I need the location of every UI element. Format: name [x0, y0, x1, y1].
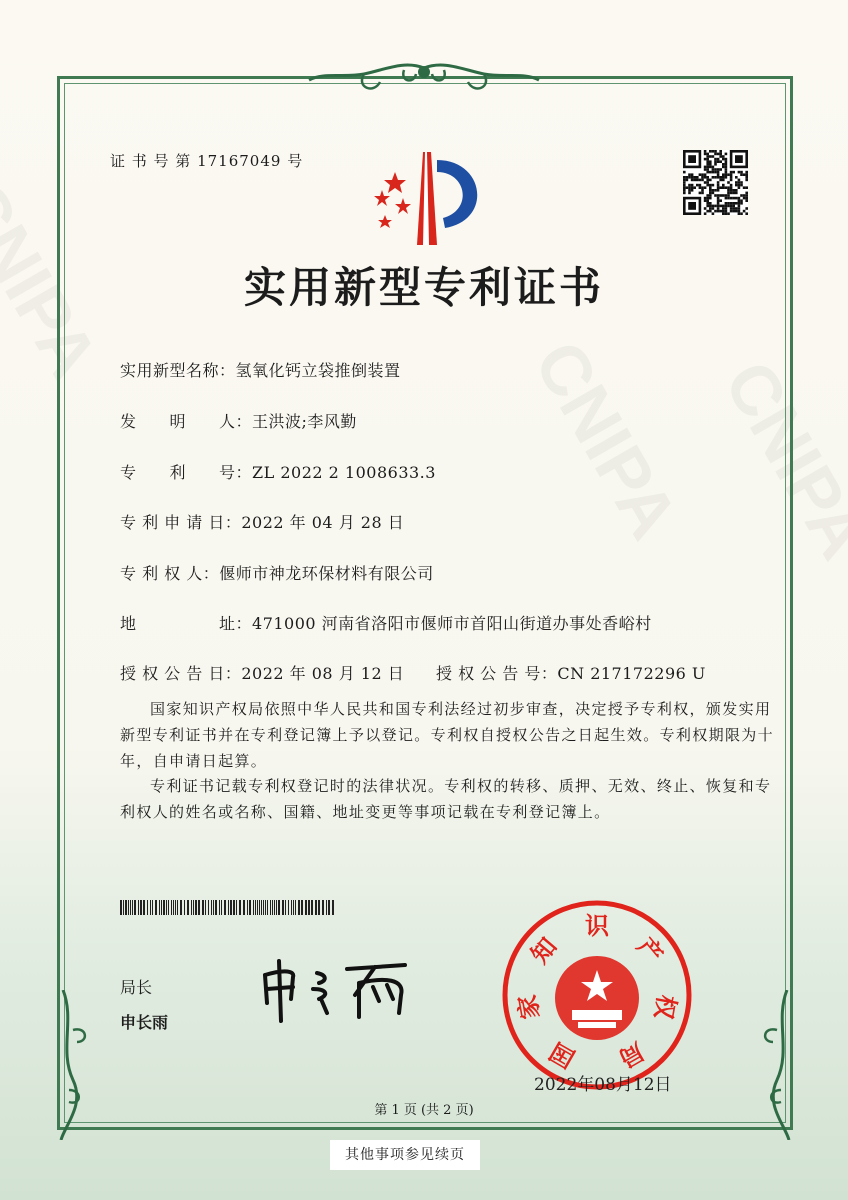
field-announcement-number [436, 661, 706, 684]
page-number: 第 1 页 (共 2 页) [374, 1103, 474, 1118]
field-label: 专 利 权 人： [120, 564, 220, 583]
field-value: 471000 河南省洛阳市偃师市首阳山街道办事处香峪村 [252, 614, 652, 633]
field-value: CN 217172296 U [557, 664, 706, 683]
certificate-number: 证 书 号 第 17167049 号 [110, 152, 304, 170]
field-address [120, 611, 652, 634]
field-value: 2022 年 08 月 12 日 [241, 664, 405, 683]
field-label: 专 利 申 请 日： [120, 513, 242, 532]
field-patent-number [120, 460, 436, 483]
field-value: 偃师市神龙环保材料有限公司 [219, 564, 434, 583]
barcode [120, 900, 336, 915]
field-value: 王洪波;李风勤 [252, 412, 357, 431]
field-label: 授 权 公 告 日： [120, 664, 242, 683]
seal-character: 权 [649, 992, 681, 1022]
certificate-title: 实用新型专利证书 [243, 263, 604, 312]
paragraph-line: 专利证书记载专利权登记时的法律状况。专利权的转移、质押、无效、终止、恢复和专 [150, 777, 772, 795]
seal-character: 国 [545, 1036, 580, 1073]
signatory-name: 申长雨 [120, 1013, 169, 1032]
field-inventors [120, 409, 357, 432]
paragraph-line: 年，自申请日起算。 [120, 752, 268, 770]
field-label: 地 址： [120, 614, 253, 633]
seal-character: 识 [585, 912, 609, 940]
field-value: ZL 2022 2 1008633.3 [252, 463, 436, 482]
seal-character: 局 [614, 1036, 649, 1073]
field-grant-date [120, 661, 404, 684]
paragraph-line: 国家知识产权局依照中华人民共和国专利法经过初步审查，决定授予专利权，颁发实用 [150, 700, 772, 718]
field-utility-model-name [120, 358, 401, 381]
field-label: 授 权 公 告 号： [436, 664, 558, 683]
field-label: 发 明 人： [120, 412, 253, 431]
field-label: 专 利 号： [120, 463, 253, 482]
seal-date: 2022年08月12日 [534, 1075, 672, 1095]
field-value: 2022 年 04 月 28 日 [241, 513, 405, 532]
seal-character: 知 [525, 932, 563, 969]
top-ornament [304, 60, 544, 100]
continuation-note: 其他事项参见续页 [330, 1140, 480, 1170]
official-seal [500, 898, 695, 1093]
seal-character: 产 [631, 932, 669, 969]
signatory-title: 局长 [120, 978, 153, 997]
paragraph-line: 利权人的姓名或名称、国籍、地址变更等事项记载在专利登记簿上。 [120, 803, 611, 821]
field-patentee [120, 561, 434, 584]
cnipa-logo [365, 150, 490, 250]
field-value: 氢氧化钙立袋推倒装置 [235, 361, 401, 380]
seal-character: 家 [513, 992, 545, 1022]
field-label: 实用新型名称： [120, 361, 236, 380]
qr-code[interactable] [683, 150, 748, 215]
paragraph-line: 新型专利证书并在专利登记簿上予以登记。专利权自授权公告之日起生效。专利权期限为十 [120, 726, 775, 744]
signature [255, 955, 435, 1025]
field-application-date [120, 510, 404, 533]
